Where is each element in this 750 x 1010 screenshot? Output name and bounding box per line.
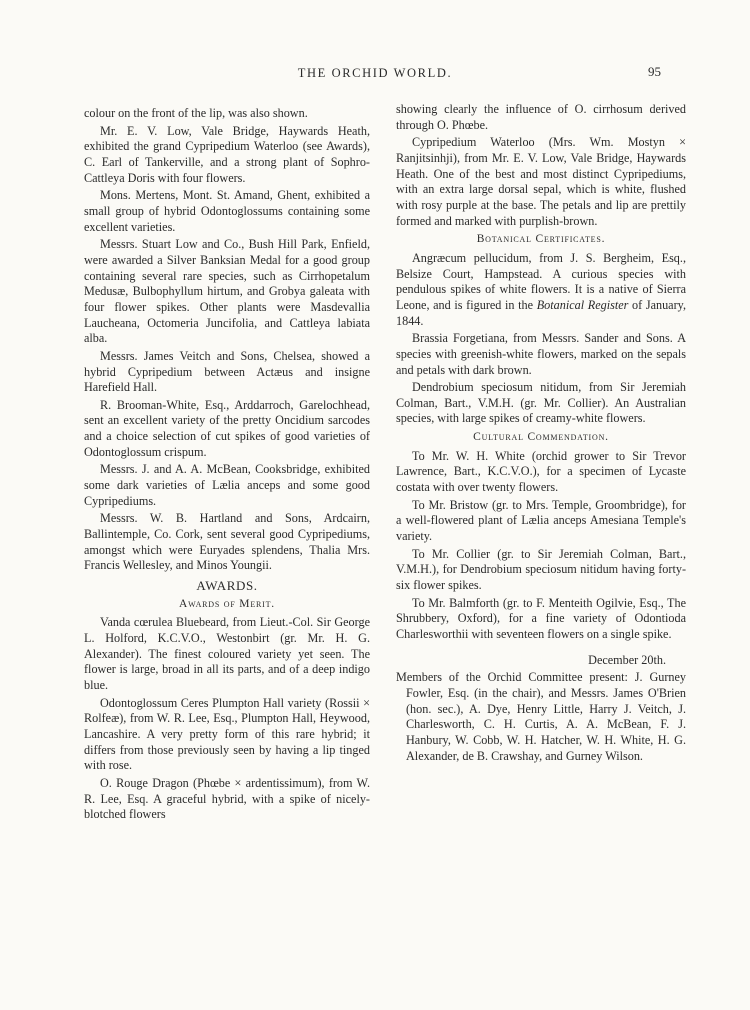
paragraph-text: of January, 1844. xyxy=(396,297,686,328)
paragraph: Messrs. J. and A. A. McBean, Cooksbridge, exhibited some dark varieties of Lælia anceps and some good Cypripediums. xyxy=(84,462,370,508)
paragraph: colour on the front of the lip, was also shown. xyxy=(84,106,308,120)
subheading-cultural-commendation: Cultural Commendation. xyxy=(473,431,609,444)
paragraph: Mr. E. V. Low, Vale Bridge, Haywards Heath, exhibited the grand Cypripedium Waterloo (see Awards), C. Earl of Tankerville, and a strong plant of Sophro-Cattleya Doris with four flowers. xyxy=(84,123,370,185)
paragraph xyxy=(396,251,686,329)
section-heading-awards: AWARDS. xyxy=(196,578,258,594)
paragraph: Cypripedium Waterloo (Mrs. Wm. Mostyn × Ranjitsinhji), from Mr. E. V. Low, Vale Bridge, Haywards Heath. One of the best and most distinct Cypripediums, with an extra large dorsal sepal, which is white, flushed with rosy purple at the base. The petals and lip are prettily formed and marked with purplish-brown. xyxy=(396,135,686,228)
paragraph: To Mr. W. H. White (orchid grower to Sir Trevor Lawrence, Bart., K.C.V.O.), for a specimen of Lycaste costata with over twenty flowers. xyxy=(396,448,686,495)
paragraph: Dendrobium speciosum nitidum, from Sir Jeremiah Colman, Bart., V.M.H. (gr. Mr. Collier). An Australian species, with large spikes of creamy-white flowers. xyxy=(396,380,686,426)
publication-title: Botanical Register xyxy=(536,297,629,312)
paragraph: O. Rouge Dragon (Phœbe × ardentissimum), from W. R. Lee, Esq. A graceful hybrid, with a spike of nicely-blotched flowers xyxy=(84,775,370,822)
paragraph: Vanda cœrulea Bluebeard, from Lieut.-Col. Sir George L. Holford, K.C.V.O., Westonbirt (gr. Mr. H. G. Alexander). The finest coloured variety yet seen. The flower is large, broad in all its parts, and of a deep indigo blue. xyxy=(84,615,370,692)
paragraph: showing clearly the influence of O. cirrhosum derived through O. Phœbe. xyxy=(396,102,686,132)
subheading-botanical-certificates: Botanical Certificates. xyxy=(476,233,606,246)
page-title: THE ORCHID WORLD. xyxy=(297,66,453,80)
paragraph: Brassia Forgetiana, from Messrs. Sander and Sons. A species with greenish-white flowers, marked on the sepals and petals with dark brown. xyxy=(396,331,686,377)
paragraph: Mons. Mertens, Mont. St. Amand, Ghent, exhibited a small group of hybrid Odontoglossums containing some excellent varieties. xyxy=(84,188,370,234)
paragraph: Messrs. Stuart Low and Co., Bush Hill Park, Enfield, were awarded a Silver Banksian Medal for a good group containing several rare species, such as Cirrhopetalum Medusæ, Bulbophyllum hirtum, and Grobya galeata with four flower spikes. Other plants were Masdevallia Laucheana, Octomeria Juncifolia, and Cattleya labiata alba. xyxy=(84,237,370,346)
committee-members: Members of the Orchid Committee present: J. Gurney Fowler, Esq. (in the chair), and Messrs. James O'Brien (hon. sec.), A. Dye, Henry Little, Harry J. Veitch, J. Charlesworth, C. H. Curtis, A. A. McBean, F. J. Hanbury, W. Cobb, W. H. Hatcher, W. H. White, H. G. Alexander, de B. Crawshay, and Gurney Wilson. xyxy=(396,670,686,763)
paragraph: Odontoglossum Ceres Plumpton Hall variety (Rossii × Rolfeæ), from W. R. Lee, Esq., Plumpton Hall, Heywood, Lancashire. A very pretty form of this rare hybrid; it differs from those previously seen by having a lip tinged with rose. xyxy=(84,695,370,773)
paragraph: Messrs. James Veitch and Sons, Chelsea, showed a hybrid Cypripedium between Actæus and insigne Harefield Hall. xyxy=(84,348,370,395)
paragraph: Messrs. W. B. Hartland and Sons, Ardcairn, Ballintemple, Co. Cork, sent several good Cypripediums, amongst which were Euryades splendens, Thalia Mrs. Francis Wellesley, and Minos Youngii. xyxy=(84,511,370,573)
paragraph: To Mr. Bristow (gr. to Mrs. Temple, Groombridge), for a well-flowered plant of Lælia anceps Amesiana Temple's variety. xyxy=(396,497,686,544)
paragraph: To Mr. Balmforth (gr. to F. Menteith Ogilvie, Esq., The Shrubbery, Oxford), for a fine variety of Odontioda Charlesworthii with seventeen flowers on a single spike. xyxy=(396,595,686,641)
page-number: 95 xyxy=(648,64,661,79)
paragraph: To Mr. Collier (gr. to Sir Jeremiah Colman, Bart., V.M.H.), for Dendrobium speciosum nitidum having forty-six flower spikes. xyxy=(396,546,686,593)
subheading-awards-of-merit: Awards of Merit. xyxy=(179,597,275,610)
meeting-date: December 20th. xyxy=(588,652,666,667)
left-column xyxy=(84,106,370,825)
right-column xyxy=(396,102,686,766)
paragraph: R. Brooman-White, Esq., Arddarroch, Garelochhead, sent an excellent variety of the pretty Oncidium sarcodes and a choice selection of cut spikes of good varieties of Odontoglossum crispum. xyxy=(84,397,370,459)
paragraph-text: Angræcum pellucidum, from J. S. Bergheim, Esq., Belsize Court, Hampstead. A curious species with pendulous spikes of white flowers. It is a native of Sierra Leone, and is figured in the xyxy=(396,250,686,312)
